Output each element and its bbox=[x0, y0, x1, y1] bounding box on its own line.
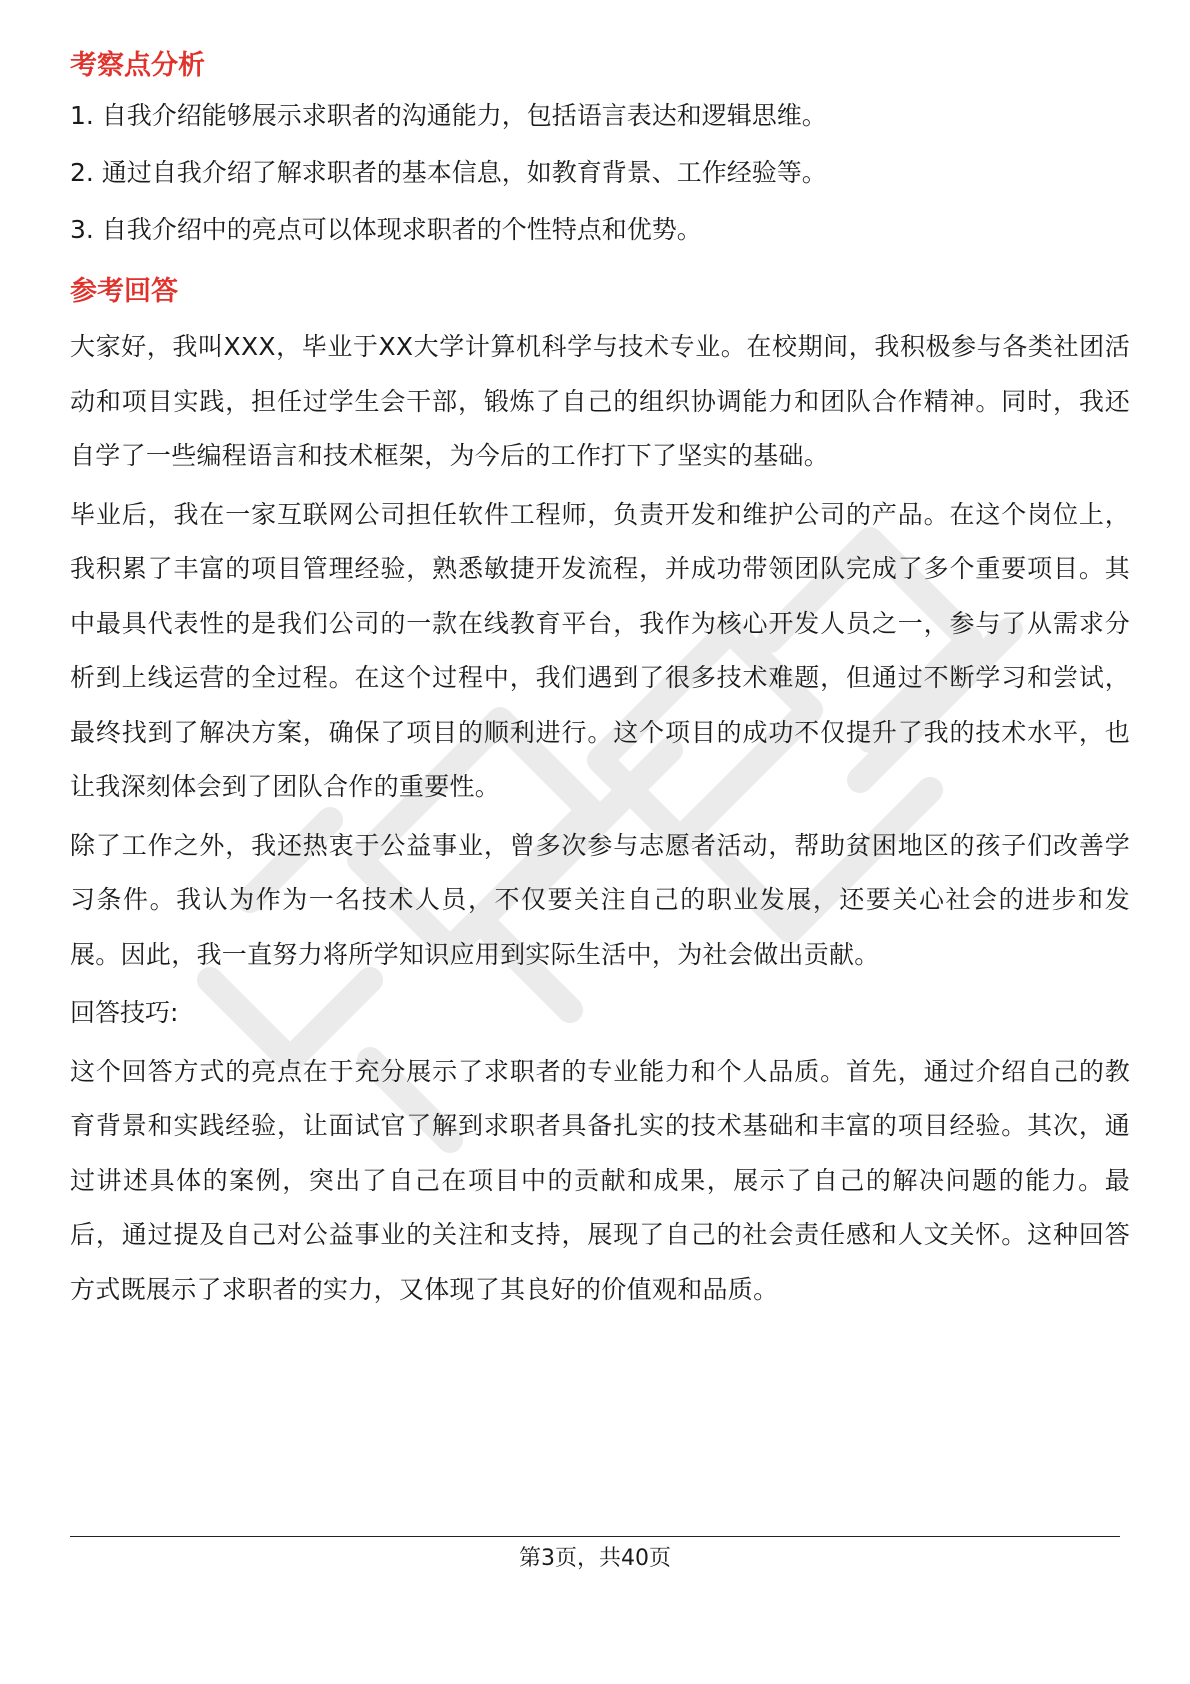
tips-paragraph: 这个回答方式的亮点在于充分展示了求职者的专业能力和个人品质。首先，通过介绍自己的教育背景和实践经验，让面试官了解到求职者具备扎实的技术基础和丰富的项目经验。其次，通过讲述具体的案例，突出了自己在项目中的贡献和成果，展示了自己的解决问题的能力。最后，通过提及自己对公益事业的关注和支持，展现了自己的社会责任感和人文关怀。这种回答方式既展示了求职者的实力，又体现了其良好的价值观和品质。 bbox=[70, 1056, 1130, 1304]
analysis-heading: 考察点分析 bbox=[70, 50, 205, 81]
analysis-point: 3. 自我介绍中的亮点可以体现求职者的个性特点和优势。 bbox=[70, 215, 702, 244]
answer-paragraph: 大家好，我叫XXX，毕业于XX大学计算机科学与技术专业。在校期间，我积极参与各类社团活动和项目实践，担任过学生会干部，锻炼了自己的组织协调能力和团队合作精神。同时，我还自学了一些编程语言和技术框架，为今后的工作打下了坚实的基础。 bbox=[70, 332, 1130, 470]
footer-divider bbox=[70, 1536, 1120, 1537]
tips-label: 回答技巧: bbox=[70, 998, 179, 1027]
page-number: 第3页，共40页 bbox=[519, 1546, 671, 1571]
page-content bbox=[70, 46, 1130, 1321]
analysis-point: 1. 自我介绍能够展示求职者的沟通能力，包括语言表达和逻辑思维。 bbox=[70, 101, 827, 130]
analysis-point: 2. 通过自我介绍了解求职者的基本信息，如教育背景、工作经验等。 bbox=[70, 158, 827, 187]
answer-heading: 参考回答 bbox=[70, 276, 178, 307]
answer-paragraph: 除了工作之外，我还热衷于公益事业，曾多次参与志愿者活动，帮助贫困地区的孩子们改善学习条件。我认为作为一名技术人员，不仅要关注自己的职业发展，还要关心社会的进步和发展。因此，我一直努力将所学知识应用到实际生活中，为社会做出贡献。 bbox=[70, 830, 1130, 969]
answer-paragraph: 毕业后，我在一家互联网公司担任软件工程师，负责开发和维护公司的产品。在这个岗位上，我积累了丰富的项目管理经验，熟悉敏捷开发流程，并成功带领团队完成了多个重要项目。其中最具代表性的是我们公司的一款在线教育平台，我作为核心开发人员之一，参与了从需求分析到上线运营的全过程。在这个过程中，我们遇到了很多技术难题，但通过不断学习和尝试，最终找到了解决方案，确保了项目的顺利进行。这个项目的成功不仅提升了我的技术水平，也让我深刻体会到了团队合作的重要性。 bbox=[70, 499, 1130, 801]
